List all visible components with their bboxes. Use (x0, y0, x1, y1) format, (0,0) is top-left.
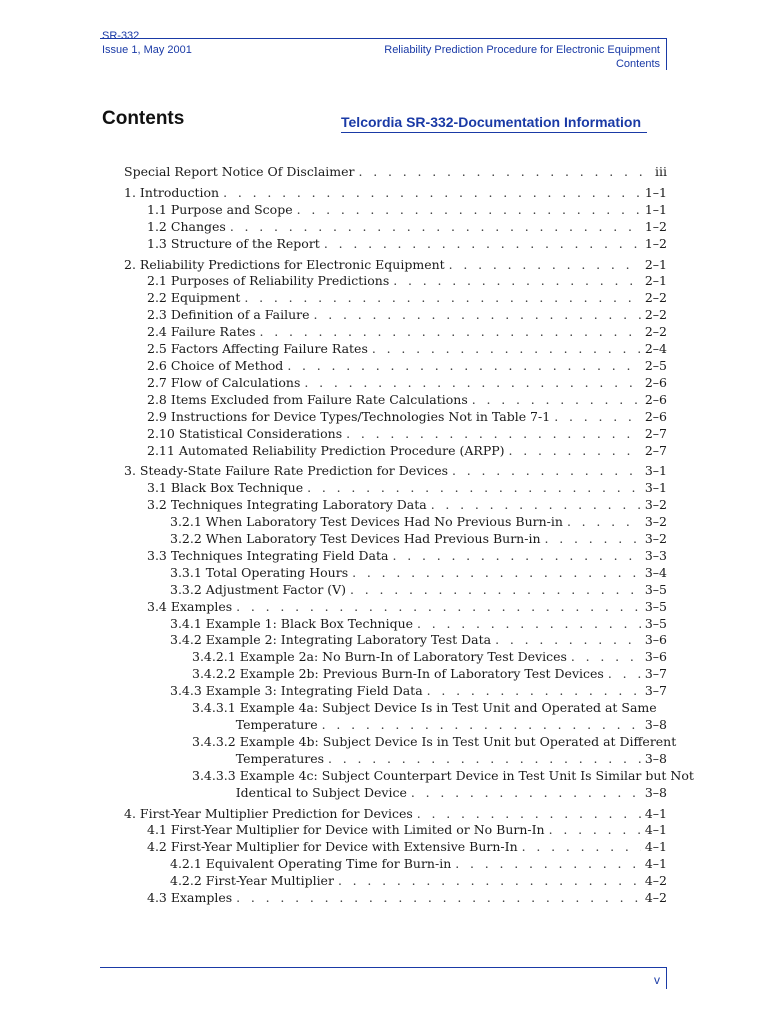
toc-entry-number: 3. (124, 463, 136, 479)
toc-entry-number: 2.3 (147, 307, 167, 323)
toc-entry-page: 3–7 (644, 683, 667, 699)
issue-date: Issue 1, May 2001 (102, 44, 192, 56)
dot-leader (522, 839, 641, 856)
toc-entry-number: 2.2 (147, 290, 167, 306)
toc-entry-label: Techniques Integrating Field Data (170, 547, 389, 563)
header-vertical-rule (666, 38, 667, 70)
toc-entry-page: 3–5 (644, 615, 667, 631)
toc-entry-number: 2.7 (147, 374, 167, 390)
dot-leader (244, 290, 640, 307)
toc-entry-page: 3–7 (644, 666, 667, 682)
toc-entry-text (147, 392, 468, 409)
toc-entry-text (170, 856, 451, 873)
toc-entry-page: 2–2 (644, 290, 667, 306)
dot-leader (236, 890, 641, 907)
toc-entry-label: Example 2: Integrating Laboratory Test Data (205, 632, 492, 648)
toc-entry-number: 3.4.1 (170, 615, 202, 631)
toc-entry[interactable] (147, 822, 667, 839)
toc-entry-number: 3.4.2 (170, 632, 202, 648)
toc-entry-number: 3.2.2 (170, 531, 202, 547)
toc-entry-number: 2.9 (147, 408, 167, 424)
toc-entry-text (147, 290, 240, 307)
dot-leader (287, 358, 641, 375)
dot-leader (297, 202, 641, 219)
toc-entry-text (147, 890, 232, 907)
toc-entry-page: 1–2 (644, 218, 667, 234)
toc-entry[interactable] (170, 514, 667, 531)
toc-entry-text (147, 307, 310, 324)
toc-entry[interactable] (192, 666, 667, 683)
dot-leader (314, 307, 641, 324)
toc-entry-number: 2.4 (147, 324, 167, 340)
toc-entry[interactable] (147, 324, 667, 341)
toc-entry-text (170, 873, 334, 890)
toc-entry[interactable] (192, 649, 667, 666)
toc-entry-page: 4–1 (644, 822, 667, 838)
dot-leader (372, 341, 641, 358)
dot-leader (495, 632, 641, 649)
toc-entry-page: 3–3 (644, 547, 667, 563)
toc-entry-page: 2–4 (644, 341, 667, 357)
dot-leader (417, 616, 641, 633)
toc-entry-number: 3.4.3 (170, 683, 202, 699)
toc-entry-number: 3.4 (147, 598, 167, 614)
toc-entry-label: Definition of a Failure (170, 307, 310, 323)
dot-leader (472, 392, 641, 409)
dot-leader (260, 324, 641, 341)
toc-entry-number: 3.3.1 (170, 564, 202, 580)
toc-entry-number: 3.4.2.1 (192, 649, 236, 665)
toc-entry[interactable] (147, 307, 667, 324)
toc-entry-page: 3–6 (644, 632, 667, 648)
header-rule (100, 38, 667, 39)
dot-leader (545, 531, 641, 548)
toc-entry-text (170, 582, 346, 599)
toc-entry-label: Equivalent Operating Time for Burn-in (205, 856, 452, 872)
toc-entry-continuation[interactable] (236, 717, 667, 734)
toc-entry-label: Techniques Integrating Laboratory Data (170, 497, 427, 513)
toc-entry-text (124, 806, 413, 823)
toc-entry-label: First-Year Multiplier Prediction for Devices (139, 805, 413, 821)
doc-number: SR-332 (102, 30, 140, 42)
toc-entry-number: 4.1 (147, 822, 167, 838)
toc-entry-page: 2–1 (644, 273, 667, 289)
toc-entry[interactable] (147, 426, 667, 443)
footer-rule (100, 967, 667, 968)
dot-leader (392, 548, 640, 565)
dot-leader (431, 497, 641, 514)
dot-leader (328, 751, 641, 768)
toc-entry-label: Purposes of Reliability Predictions (170, 273, 390, 289)
doc-title: Reliability Prediction Procedure for Electronic Equipment (384, 44, 660, 56)
toc-entry[interactable] (124, 463, 667, 480)
toc-entry[interactable] (170, 632, 667, 649)
toc-entry-number: 2. (124, 256, 136, 272)
toc-entry-page: 2–2 (644, 307, 667, 323)
toc-entry[interactable] (147, 443, 667, 460)
toc-entry-text (147, 497, 427, 514)
dot-leader (236, 599, 641, 616)
toc-entry-number: 3.3.2 (170, 581, 202, 597)
toc-entry-label-continued: Temperature (235, 717, 318, 732)
toc-entry-number: 1.2 (147, 218, 167, 234)
toc-entry-label: Flow of Calculations (170, 374, 301, 390)
toc-entry-label: Steady-State Failure Rate Prediction for Devices (139, 463, 449, 479)
toc-entry-label: Example 3: Integrating Field Data (205, 683, 423, 699)
toc-entry-page: 3–5 (644, 598, 667, 614)
toc-entry-label: Changes (170, 218, 226, 234)
toc-entry[interactable] (147, 202, 667, 219)
toc-entry-text (147, 426, 342, 443)
toc-entry-number: 3.4.3.3 (192, 767, 236, 783)
toc-entry-page: 3–5 (644, 581, 667, 597)
toc-entry-label: Purpose and Scope (170, 201, 293, 217)
toc-entry-page: 3–8 (644, 717, 667, 732)
toc-entry-label: Reliability Predictions for Electronic Equipment (139, 256, 445, 272)
toc-entry-label: Equipment (170, 290, 241, 306)
dot-leader (223, 185, 641, 202)
toc-entry-number: 1.3 (147, 235, 167, 251)
toc-entry-number: 3.4.2.2 (192, 666, 236, 682)
toc-entry-line[interactable] (192, 700, 768, 717)
toc-entry-text (124, 257, 445, 274)
toc-entry[interactable] (147, 236, 667, 253)
toc-entry-number: 4.2 (147, 839, 167, 855)
dot-leader (346, 426, 641, 443)
toc-entry[interactable] (170, 856, 667, 873)
toc-entry-page: 4–1 (644, 856, 667, 872)
toc-entry-label: First-Year Multiplier for Device with Limited or No Burn-In (170, 822, 545, 838)
toc-entry-number: 2.1 (147, 273, 167, 289)
toc-entry-label: Examples (170, 890, 233, 906)
toc-entry-text (147, 375, 300, 392)
dot-leader (350, 582, 641, 599)
toc-entry[interactable] (147, 273, 667, 290)
toc-entry-label: Example 1: Black Box Technique (205, 615, 414, 631)
dot-leader (304, 375, 640, 392)
dot-leader (549, 822, 641, 839)
toc-entry-text (170, 683, 423, 700)
toc-entry-label: When Laboratory Test Devices Had Previous Burn-in (205, 531, 541, 547)
documentation-info-link[interactable]: Telcordia SR-332-Documentation Information (341, 114, 647, 133)
toc-entry[interactable] (147, 219, 667, 236)
dot-leader (307, 480, 641, 497)
toc-entry-number: 4.2.1 (170, 856, 202, 872)
toc-entry-number: 3.3 (147, 547, 167, 563)
toc-entry[interactable] (124, 806, 667, 823)
toc-entry[interactable] (147, 839, 667, 856)
toc-entry-page: 3–8 (644, 750, 667, 766)
toc-entry-line[interactable] (192, 734, 768, 751)
toc-entry-number: 3.4.3.2 (192, 733, 236, 749)
toc-entry[interactable] (147, 290, 667, 307)
toc-entry-text (147, 548, 388, 565)
toc-entry-page: 2–6 (644, 391, 667, 407)
toc-entry-label: When Laboratory Test Devices Had No Previous Burn-in (205, 514, 563, 530)
toc-entry-page: 4–2 (644, 873, 667, 889)
toc-entry-page: 2–2 (644, 324, 667, 340)
dot-leader (608, 666, 641, 683)
toc-entry[interactable] (124, 164, 667, 181)
dot-leader (427, 683, 641, 700)
toc-entry-text (170, 632, 491, 649)
toc-entry-number: 2.8 (147, 391, 167, 407)
section-name: Contents (615, 58, 660, 70)
toc-entry[interactable] (170, 582, 667, 599)
toc-entry-text (124, 164, 355, 181)
toc-entry-number: 3.2 (147, 497, 167, 513)
toc-entry-text (124, 463, 448, 480)
toc-entry-page: 2–1 (644, 256, 667, 272)
toc-entry-text (170, 616, 413, 633)
toc-entry[interactable] (147, 341, 667, 358)
toc-entry-text (170, 514, 563, 531)
toc-entry[interactable] (147, 890, 667, 907)
toc-entry-label-continued: Identical to Subject Device (235, 784, 407, 800)
toc-entry[interactable] (147, 599, 667, 616)
toc-entry-page: 4–1 (644, 805, 667, 821)
toc-entry-text (147, 358, 283, 375)
toc-entry-number: 4. (124, 805, 136, 821)
dot-leader (324, 236, 641, 253)
toc-entry-page: 3–4 (644, 564, 667, 580)
dot-leader (322, 717, 641, 734)
toc-entry-continuation[interactable] (236, 785, 667, 802)
toc-entry-page: 1–1 (644, 184, 667, 200)
toc-entry-page: 3–8 (644, 784, 667, 800)
toc-entry-label: Statistical Considerations (178, 425, 343, 441)
toc-entry-text (192, 649, 567, 666)
toc-entry-label: Introduction (139, 184, 220, 200)
page-number: v (654, 973, 660, 987)
toc-entry-page: 2–6 (644, 374, 667, 390)
toc-entry-text (124, 185, 219, 202)
toc-entry-page: iii (655, 164, 667, 179)
toc-entry-text (147, 409, 550, 426)
toc-entry-number: 3.4.3.1 (192, 700, 236, 716)
toc-entry-text (147, 236, 320, 253)
dot-leader (455, 856, 641, 873)
toc-entry-page: 3–1 (644, 463, 667, 479)
toc-entry-label: Adjustment Factor (V) (205, 581, 347, 597)
toc-entry-label: Total Operating Hours (205, 564, 349, 580)
toc-entry-page: 2–6 (644, 408, 667, 424)
toc-entry-number: 2.6 (147, 357, 167, 373)
toc-entry-label: First-Year Multiplier for Device with Extensive Burn-In (170, 839, 518, 855)
toc-entry[interactable] (147, 409, 667, 426)
toc-entry[interactable] (170, 565, 667, 582)
toc-entry-number: 3.2.1 (170, 514, 202, 530)
toc-entry[interactable] (147, 480, 667, 497)
dot-leader (359, 164, 651, 181)
toc-entry-page: 3–6 (644, 649, 667, 665)
toc-entry-text (147, 341, 368, 358)
toc-entry-label: First-Year Multiplier (205, 873, 334, 889)
toc-entry-page: 2–5 (644, 357, 667, 373)
toc-entry-page: 1–1 (644, 201, 667, 217)
toc-entry-number: 2.10 (147, 425, 175, 441)
toc-entry-page: 3–2 (644, 514, 667, 530)
toc-entry-label: Automated Reliability Prediction Procedure (ARPP) (178, 442, 505, 458)
table-of-contents (0, 164, 768, 907)
toc-entry-page: 3–1 (644, 480, 667, 496)
toc-entry-number: 4.2.2 (170, 873, 202, 889)
toc-entry-text (147, 443, 505, 460)
toc-entry-label: Examples (170, 598, 233, 614)
toc-entry-label: Items Excluded from Failure Rate Calculations (170, 391, 468, 407)
toc-entry-page: 4–2 (644, 890, 667, 906)
toc-entry[interactable] (147, 497, 667, 514)
toc-entry-number: 3.1 (147, 480, 167, 496)
dot-leader (417, 806, 641, 823)
toc-entry[interactable] (170, 873, 667, 890)
toc-entry-label: Choice of Method (170, 357, 284, 373)
toc-entry-text (147, 822, 545, 839)
toc-entry-page: 2–7 (644, 425, 667, 441)
dot-leader (393, 273, 641, 290)
toc-entry-label: Example 4c: Subject Counterpart Device in Test Unit Is Similar but Not (239, 767, 694, 783)
dot-leader (571, 649, 641, 666)
toc-entry[interactable] (124, 185, 667, 202)
toc-entry-text (147, 273, 389, 290)
toc-entry-page: 3–2 (644, 497, 667, 513)
toc-entry-label: Example 2b: Previous Burn-In of Laboratory Test Devices (239, 666, 604, 682)
footer-vertical-rule (666, 967, 667, 989)
toc-entry-label-continued: Temperatures (235, 750, 325, 766)
toc-entry-text (147, 839, 518, 856)
dot-leader (338, 873, 641, 890)
toc-entry-page: 2–7 (644, 442, 667, 458)
dot-leader (352, 565, 641, 582)
toc-entry[interactable] (147, 392, 667, 409)
toc-entry-label: Special Report Notice Of Disclaimer (124, 164, 355, 179)
toc-entry-number: 1.1 (147, 201, 167, 217)
toc-entry-text (147, 480, 303, 497)
toc-entry-text (170, 565, 348, 582)
toc-entry-label: Failure Rates (170, 324, 256, 340)
toc-entry-number: 2.5 (147, 341, 167, 357)
toc-entry-label: Black Box Technique (170, 480, 304, 496)
dot-leader (230, 219, 641, 236)
dot-leader (452, 463, 641, 480)
toc-entry-continuation[interactable] (236, 751, 667, 768)
dot-leader (554, 409, 641, 426)
dot-leader (411, 785, 641, 802)
toc-entry-page: 3–2 (644, 531, 667, 547)
toc-entry[interactable] (170, 531, 667, 548)
toc-entry-label: Example 4b: Subject Device Is in Test Unit but Operated at Different (239, 733, 677, 749)
toc-entry-page: 4–1 (644, 839, 667, 855)
toc-entry-number: 1. (124, 184, 136, 200)
toc-entry-text (147, 599, 232, 616)
toc-entry-line[interactable] (192, 768, 768, 785)
toc-entry-label: Factors Affecting Failure Rates (170, 341, 368, 357)
toc-entry-text (192, 666, 604, 683)
toc-entry[interactable] (170, 616, 667, 633)
toc-entry-page: 1–2 (644, 235, 667, 251)
toc-entry[interactable] (124, 257, 667, 274)
dot-leader (567, 514, 641, 531)
toc-entry-text (147, 202, 293, 219)
toc-entry-number: 4.3 (147, 890, 167, 906)
toc-entry[interactable] (147, 375, 667, 392)
dot-leader (509, 443, 641, 460)
toc-entry[interactable] (147, 548, 667, 565)
toc-entry-text (147, 219, 226, 236)
page-title: Contents (102, 108, 185, 129)
dot-leader (449, 257, 641, 274)
toc-entry[interactable] (170, 683, 667, 700)
toc-entry[interactable] (147, 358, 667, 375)
toc-entry-label: Example 4a: Subject Device Is in Test Unit and Operated at Same (239, 700, 657, 716)
toc-entry-label: Instructions for Device Types/Technologies Not in Table 7-1 (170, 408, 551, 424)
toc-entry-label: Example 2a: No Burn-In of Laboratory Test Devices (239, 649, 567, 665)
toc-entry-text (147, 324, 256, 341)
toc-entry-text (170, 531, 541, 548)
toc-entry-label: Structure of the Report (170, 235, 320, 251)
toc-entry-number: 2.11 (147, 442, 175, 458)
